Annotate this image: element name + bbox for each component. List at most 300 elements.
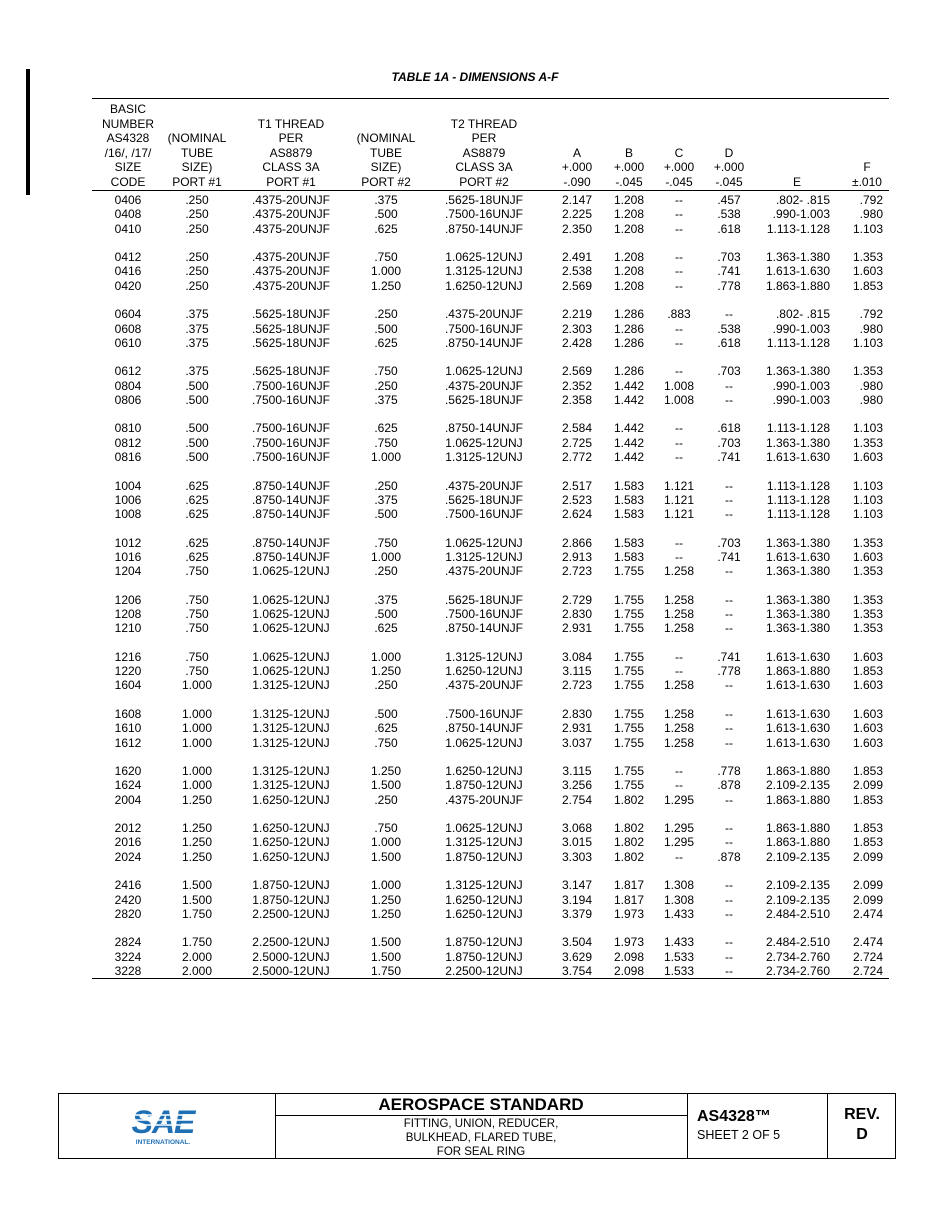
cell-a: 2.931 [561, 721, 593, 736]
cell-a: 2.352 [561, 378, 593, 393]
cell-t1-thread: .7500-16UNJF [251, 392, 331, 407]
cell-f: .980 [859, 378, 883, 393]
cell-code: 3224 [114, 949, 142, 964]
cell-t1-thread: 1.6250-12UNJ [252, 792, 330, 807]
cell-a: 2.754 [561, 792, 593, 807]
cell-code: 2820 [114, 906, 142, 921]
cell-t1-thread: .4375-20UNJF [251, 221, 331, 236]
cell-port1-size: 1.000 [181, 706, 213, 721]
cell-e: 1.613-1.630 [765, 706, 830, 721]
sae-logo [119, 1103, 209, 1149]
cell-d: -- [725, 835, 733, 850]
cell-e: 1.363-1.380 [765, 607, 830, 621]
cell-t2-thread: 1.8750-12UNJ [445, 849, 523, 864]
cell-d: .538 [717, 321, 741, 336]
cell-a: 2.772 [561, 450, 593, 464]
cell-d: .703 [717, 364, 741, 379]
cell-code: 1612 [114, 735, 142, 750]
cell-e: 1.113-1.128 [766, 221, 830, 236]
cell-d: -- [725, 821, 733, 836]
cell-t2-thread: .5625-18UNJF [444, 592, 524, 607]
header-text: (NOMINAL [167, 131, 227, 145]
cell-code: 0816 [114, 450, 142, 464]
cell-e: .990-1.003 [772, 207, 830, 222]
cell-d: -- [725, 378, 733, 393]
cell-c: 1.258 [663, 592, 695, 607]
cell-e: 2.734-2.760 [765, 949, 830, 964]
cell-t1-thread: .8750-14UNJF [251, 478, 331, 493]
cell-t2-thread: .5625-18UNJF [444, 193, 524, 207]
cell-d: -- [725, 949, 733, 964]
cell-a: 2.491 [561, 250, 593, 265]
cell-port2-size: .750 [374, 250, 398, 265]
cell-t2-thread: 2.2500-12UNJ [445, 963, 523, 978]
cell-port2-size: .625 [374, 421, 398, 436]
cell-c: -- [675, 364, 683, 379]
cell-t2-thread: .7500-16UNJF [444, 607, 524, 621]
cell-port1-size: .250 [185, 207, 209, 222]
cell-port2-size: 1.000 [370, 835, 402, 850]
cell-b: 1.755 [613, 778, 645, 793]
cell-e: 1.113-1.128 [766, 492, 830, 507]
cell-t2-thread: .4375-20UNJF [444, 792, 524, 807]
cell-f: 1.353 [852, 250, 883, 265]
header-text: (NOMINAL [356, 131, 416, 145]
cell-t2-thread: .4375-20UNJF [444, 564, 524, 579]
cell-f: 1.853 [852, 764, 883, 778]
cell-t2-thread: .7500-16UNJF [444, 706, 524, 721]
cell-d: .741 [717, 450, 741, 464]
cell-d: -- [725, 906, 733, 921]
cell-code: 2024 [114, 849, 142, 864]
cell-t2-thread: 1.0625-12UNJ [445, 535, 523, 550]
cell-t2-thread: .7500-16UNJF [444, 507, 524, 522]
cell-c: 1.433 [663, 906, 695, 921]
cell-f: 1.853 [852, 835, 883, 850]
cell-f: 1.353 [852, 621, 883, 636]
cell-t1-thread: 2.2500-12UNJ [252, 906, 330, 921]
cell-e: 1.363-1.380 [765, 592, 830, 607]
cell-port1-size: .750 [185, 664, 209, 679]
cell-e: 1.363-1.380 [765, 250, 830, 265]
cell-c: 1.258 [663, 721, 695, 736]
cell-port2-size: 1.000 [370, 878, 402, 893]
cell-t1-thread: 2.2500-12UNJ [252, 935, 330, 950]
cell-code: 1210 [114, 621, 142, 636]
cell-b: 1.755 [613, 607, 645, 621]
cell-port2-size: .750 [374, 364, 398, 379]
cell-code: 1012 [114, 535, 142, 550]
cell-code: 0410 [114, 221, 142, 236]
header-text: +.000 [561, 160, 593, 174]
cell-c: -- [675, 764, 683, 778]
cell-c: -- [675, 221, 683, 236]
cell-d: .741 [717, 649, 741, 664]
cell-d: .618 [717, 421, 741, 436]
cell-f: .980 [859, 207, 883, 222]
cell-port1-size: 1.250 [181, 792, 213, 807]
cell-a: 2.729 [561, 592, 593, 607]
cell-f: 1.853 [852, 821, 883, 836]
cell-b: 1.973 [613, 906, 645, 921]
cell-code: 1006 [114, 492, 142, 507]
cell-t1-thread: .4375-20UNJF [251, 193, 331, 207]
cell-t1-thread: .5625-18UNJF [251, 335, 331, 350]
cell-t1-thread: 1.3125-12UNJ [252, 764, 330, 778]
cell-b: 1.817 [613, 892, 645, 907]
header-text: B [624, 145, 633, 160]
header-text: AS8879 [269, 145, 313, 160]
cell-f: 2.099 [852, 778, 883, 793]
cell-f: 1.603 [852, 678, 883, 693]
cell-b: 2.098 [613, 949, 645, 964]
table-top-rule [92, 98, 889, 99]
cell-a: 2.358 [561, 392, 593, 407]
cell-b: 1.755 [613, 564, 645, 579]
cell-port1-size: .500 [185, 435, 209, 450]
cell-t2-thread: 1.8750-12UNJ [445, 949, 523, 964]
cell-t1-thread: 1.3125-12UNJ [252, 706, 330, 721]
cell-c: 1.295 [663, 821, 695, 836]
cell-port2-size: 1.000 [370, 264, 402, 279]
cell-code: 0610 [114, 335, 142, 350]
cell-b: 1.286 [613, 321, 645, 336]
cell-e: 1.363-1.380 [765, 364, 830, 379]
cell-a: 2.913 [561, 549, 593, 564]
cell-port1-size: .750 [185, 592, 209, 607]
cell-f: 1.103 [852, 335, 883, 350]
cell-t1-thread: .4375-20UNJF [251, 264, 331, 279]
cell-b: 1.755 [613, 721, 645, 736]
cell-t1-thread: .5625-18UNJF [251, 364, 331, 379]
cell-b: 1.208 [613, 250, 645, 265]
cell-b: 1.755 [613, 621, 645, 636]
cell-port2-size: .625 [374, 721, 398, 736]
cell-t2-thread: .4375-20UNJF [444, 378, 524, 393]
cell-t1-thread: 2.5000-12UNJ [252, 963, 330, 978]
cell-port1-size: 2.000 [181, 963, 213, 978]
header-text: NUMBER [101, 116, 154, 131]
cell-e: .990-1.003 [772, 321, 830, 336]
cell-f: 2.474 [852, 935, 883, 950]
cell-t1-thread: 1.3125-12UNJ [252, 778, 330, 793]
cell-a: 3.068 [561, 821, 593, 836]
cell-t2-thread: 1.6250-12UNJ [445, 906, 523, 921]
cell-d: .778 [717, 664, 741, 679]
cell-d: -- [725, 935, 733, 950]
cell-f: 1.603 [852, 649, 883, 664]
header-rule [92, 190, 889, 191]
cell-port1-size: .750 [185, 564, 209, 579]
cell-b: 1.802 [613, 835, 645, 850]
header-text: AS8879 [462, 145, 506, 160]
cell-a: 2.219 [561, 307, 593, 322]
cell-port1-size: .625 [185, 507, 209, 522]
cell-port2-size: .375 [374, 592, 398, 607]
cell-a: 2.830 [561, 607, 593, 621]
cell-d: .778 [717, 764, 741, 778]
cell-port1-size: 1.000 [181, 678, 213, 693]
header-text: F [863, 160, 871, 174]
header-text: PER [278, 131, 304, 145]
cell-code: 0604 [114, 307, 142, 322]
cell-c: 1.433 [663, 935, 695, 950]
cell-code: 1206 [114, 592, 142, 607]
cell-port2-size: .500 [374, 706, 398, 721]
cell-f: 2.099 [852, 878, 883, 893]
cell-b: 1.755 [613, 592, 645, 607]
cell-b: 1.583 [613, 549, 645, 564]
cell-t1-thread: 1.3125-12UNJ [252, 721, 330, 736]
cell-c: -- [675, 207, 683, 222]
cell-port2-size: .250 [374, 378, 398, 393]
cell-t1-thread: 2.5000-12UNJ [252, 949, 330, 964]
cell-f: 1.853 [852, 278, 883, 293]
cell-t1-thread: .8750-14UNJF [251, 549, 331, 564]
cell-e: 1.613-1.630 [765, 450, 830, 464]
cell-d: .878 [717, 849, 741, 864]
header-text: +.000 [713, 160, 745, 174]
cell-port2-size: .250 [374, 564, 398, 579]
cell-f: 1.353 [852, 535, 883, 550]
cell-a: 3.303 [561, 849, 593, 864]
cell-port2-size: 1.500 [370, 849, 402, 864]
cell-t2-thread: 1.0625-12UNJ [445, 364, 523, 379]
cell-code: 2004 [114, 792, 142, 807]
cell-d: -- [725, 492, 733, 507]
cell-f: 1.353 [852, 607, 883, 621]
cell-c: -- [675, 435, 683, 450]
cell-f: 1.103 [852, 492, 883, 507]
cell-a: 2.569 [561, 364, 593, 379]
cell-port1-size: .750 [185, 607, 209, 621]
cell-a: 3.256 [561, 778, 593, 793]
cell-a: 2.147 [561, 193, 593, 207]
cell-port2-size: 1.250 [370, 764, 402, 778]
header-text: C [674, 145, 684, 160]
cell-a: 3.379 [561, 906, 593, 921]
cell-e: 2.109-2.135 [765, 778, 830, 793]
cell-d: .703 [717, 435, 741, 450]
cell-d: -- [725, 564, 733, 579]
cell-port2-size: 1.000 [370, 649, 402, 664]
cell-c: 1.121 [663, 478, 695, 493]
cell-port1-size: 1.500 [181, 892, 213, 907]
cell-d: .741 [717, 264, 741, 279]
cell-t1-thread: .7500-16UNJF [251, 378, 331, 393]
cell-a: 2.569 [561, 278, 593, 293]
cell-b: 1.583 [613, 478, 645, 493]
cell-code: 2824 [114, 935, 142, 950]
header-text: CODE [110, 174, 146, 189]
header-text: E [792, 174, 801, 189]
cell-port1-size: 1.250 [181, 835, 213, 850]
header-text: SIZE) [370, 160, 402, 174]
cell-code: 0804 [114, 378, 142, 393]
cell-t1-thread: .4375-20UNJF [251, 250, 331, 265]
cell-port2-size: 1.250 [370, 906, 402, 921]
cell-port1-size: .250 [185, 250, 209, 265]
cell-b: 1.208 [613, 264, 645, 279]
cell-b: 1.583 [613, 535, 645, 550]
cell-b: 1.442 [613, 392, 645, 407]
cell-t2-thread: 1.8750-12UNJ [445, 935, 523, 950]
cell-e: 1.613-1.630 [765, 549, 830, 564]
cell-f: 1.353 [852, 435, 883, 450]
cell-port1-size: .250 [185, 278, 209, 293]
cell-e: 1.363-1.380 [765, 621, 830, 636]
cell-t1-thread: 1.0625-12UNJ [252, 607, 330, 621]
cell-b: 1.442 [613, 421, 645, 436]
cell-e: 1.863-1.880 [765, 278, 830, 293]
cell-port1-size: .375 [185, 335, 209, 350]
cell-t2-thread: 1.0625-12UNJ [445, 735, 523, 750]
cell-f: 2.724 [852, 963, 883, 978]
header-text: ±.010 [852, 174, 882, 189]
cell-port2-size: .500 [374, 321, 398, 336]
cell-c: -- [675, 450, 683, 464]
cell-c: -- [675, 278, 683, 293]
cell-code: 1216 [114, 649, 142, 664]
cell-port1-size: .375 [185, 321, 209, 336]
cell-code: 2416 [114, 878, 142, 893]
cell-t2-thread: 1.8750-12UNJ [445, 778, 523, 793]
cell-t2-thread: 1.6250-12UNJ [445, 664, 523, 679]
cell-c: -- [675, 535, 683, 550]
cell-d: .703 [717, 535, 741, 550]
cell-t2-thread: .4375-20UNJF [444, 307, 524, 322]
cell-t1-thread: .8750-14UNJF [251, 535, 331, 550]
cell-c: -- [675, 335, 683, 350]
header-text: CLASS 3A [455, 160, 513, 174]
cell-port2-size: .250 [374, 792, 398, 807]
cell-t2-thread: 1.3125-12UNJ [445, 835, 523, 850]
cell-c: 1.258 [663, 706, 695, 721]
cell-f: .792 [859, 307, 883, 322]
cell-b: 1.802 [613, 849, 645, 864]
cell-port2-size: .625 [374, 221, 398, 236]
cell-e: 1.613-1.630 [765, 649, 830, 664]
cell-a: 3.115 [562, 664, 592, 679]
cell-d: .741 [717, 549, 741, 564]
cell-port2-size: .375 [374, 492, 398, 507]
cell-code: 1604 [114, 678, 142, 693]
revision [828, 1105, 896, 1145]
cell-code: 0408 [114, 207, 142, 222]
cell-port2-size: .750 [374, 435, 398, 450]
cell-port2-size: 1.250 [370, 664, 402, 679]
cell-t1-thread: 1.0625-12UNJ [252, 664, 330, 679]
cell-port2-size: .625 [374, 335, 398, 350]
cell-f: 1.103 [852, 421, 883, 436]
cell-port1-size: .625 [185, 549, 209, 564]
cell-port2-size: .375 [374, 392, 398, 407]
cell-b: 1.208 [613, 207, 645, 222]
cell-code: 0406 [114, 193, 142, 207]
cell-t2-thread: 1.6250-12UNJ [445, 278, 523, 293]
header-text: TUBE [180, 145, 213, 160]
cell-t2-thread: .8750-14UNJF [444, 721, 524, 736]
cell-port1-size: .250 [185, 221, 209, 236]
cell-port2-size: 1.500 [370, 935, 402, 950]
cell-t2-thread: .5625-18UNJF [444, 392, 524, 407]
cell-port2-size: .625 [374, 621, 398, 636]
header-text: T2 THREAD [450, 116, 518, 131]
cell-b: 1.755 [613, 664, 645, 679]
cell-port1-size: 1.000 [181, 778, 213, 793]
cell-port1-size: .500 [185, 421, 209, 436]
cell-b: 1.583 [613, 507, 645, 522]
cell-t2-thread: .7500-16UNJF [444, 321, 524, 336]
cell-port1-size: .500 [185, 392, 209, 407]
cell-port1-size: 1.750 [181, 935, 213, 950]
cell-e: 2.109-2.135 [765, 849, 830, 864]
cell-t2-thread: .5625-18UNJF [444, 492, 524, 507]
cell-f: 1.103 [852, 507, 883, 522]
cell-port2-size: 1.750 [370, 963, 402, 978]
cell-t1-thread: .5625-18UNJF [251, 321, 331, 336]
cell-a: 3.015 [561, 835, 593, 850]
cell-f: 1.853 [852, 664, 883, 679]
cell-port1-size: 1.250 [181, 849, 213, 864]
cell-code: 1004 [114, 478, 142, 493]
cell-e: 2.484-2.510 [765, 935, 830, 950]
cell-e: 1.863-1.880 [765, 821, 830, 836]
cell-c: -- [675, 193, 683, 207]
cell-port1-size: 1.500 [181, 878, 213, 893]
cell-b: 1.802 [613, 792, 645, 807]
cell-d: -- [725, 892, 733, 907]
cell-a: 2.723 [561, 678, 593, 693]
cell-d: -- [725, 963, 733, 978]
cell-e: 2.734-2.760 [765, 963, 830, 978]
cell-a: 3.629 [561, 949, 593, 964]
header-text: PORT #2 [459, 174, 509, 189]
header-text: PORT #2 [361, 174, 411, 189]
cell-c: -- [675, 549, 683, 564]
cell-f: .980 [859, 392, 883, 407]
cell-t1-thread: 1.0625-12UNJ [252, 649, 330, 664]
cell-e: 1.863-1.880 [765, 764, 830, 778]
cell-port1-size: .250 [185, 264, 209, 279]
cell-f: 2.099 [852, 892, 883, 907]
cell-e: .802- .815 [775, 307, 830, 322]
cell-b: 1.442 [613, 450, 645, 464]
title-block [58, 1093, 896, 1159]
cell-code: 0608 [114, 321, 142, 336]
header-text: -.090 [563, 174, 591, 189]
cell-port1-size: .375 [185, 364, 209, 379]
cell-t2-thread: .8750-14UNJF [444, 335, 524, 350]
cell-t1-thread: 1.3125-12UNJ [252, 678, 330, 693]
cell-c: 1.008 [663, 378, 695, 393]
header-text: PER [471, 131, 497, 145]
cell-t2-thread: 1.6250-12UNJ [445, 764, 523, 778]
cell-t2-thread: 1.3125-12UNJ [445, 450, 523, 464]
cell-d: .618 [717, 335, 741, 350]
cell-a: 2.350 [561, 221, 593, 236]
cell-port2-size: .250 [374, 678, 398, 693]
document-heading: AEROSPACE STANDARD [378, 1095, 584, 1114]
cell-b: 1.755 [613, 678, 645, 693]
cell-f: 1.603 [852, 721, 883, 736]
cell-f: 1.603 [852, 549, 883, 564]
cell-port2-size: .750 [374, 735, 398, 750]
cell-port2-size: .500 [374, 207, 398, 222]
cell-c: 1.308 [663, 892, 695, 907]
cell-a: 2.624 [561, 507, 593, 522]
cell-e: 1.113-1.128 [766, 421, 830, 436]
